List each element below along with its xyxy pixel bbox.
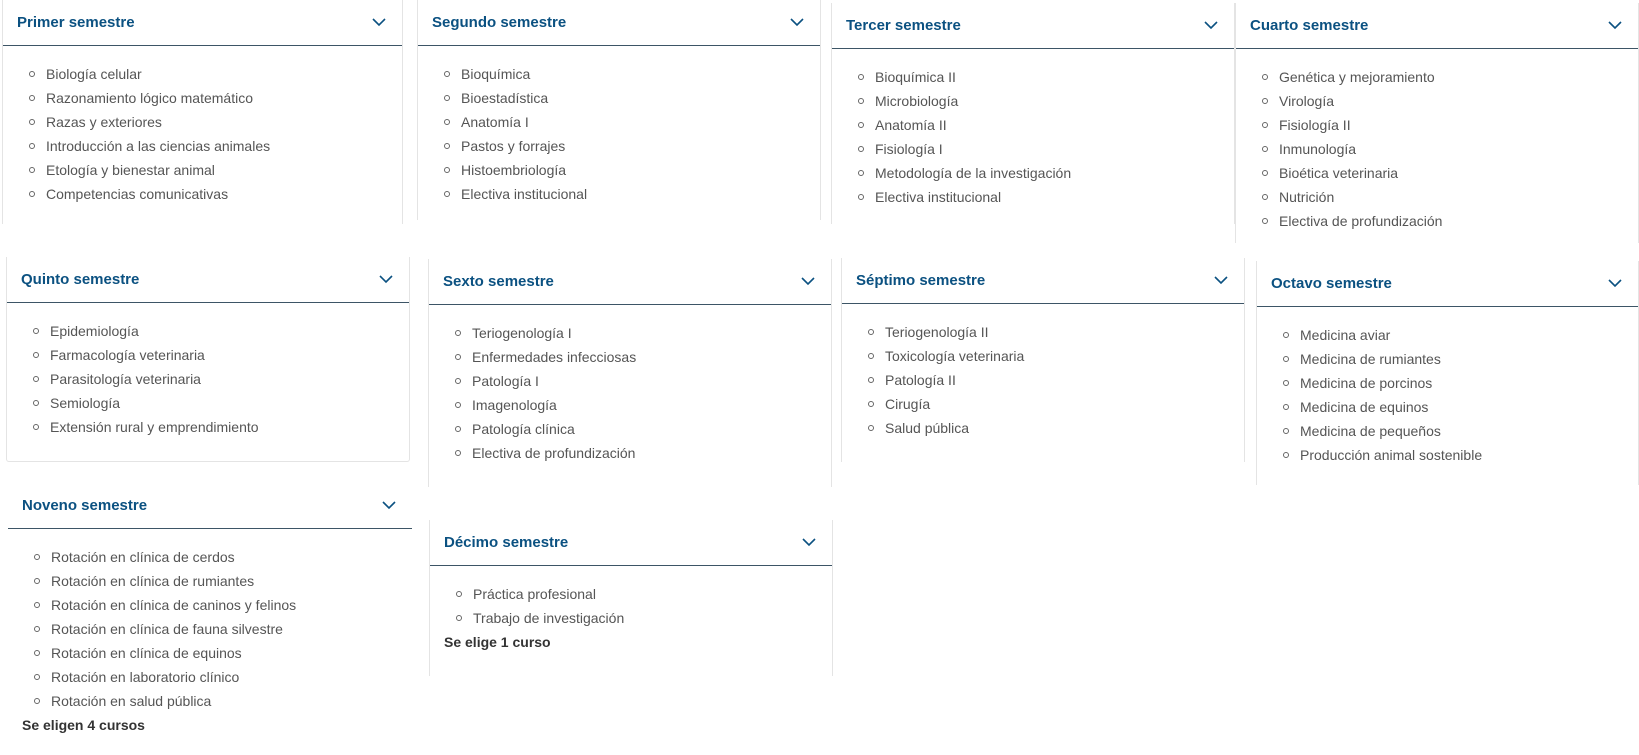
list-item: Etología y bienestar animal — [29, 158, 402, 182]
list-item: Nutrición — [1262, 185, 1638, 209]
chevron-down-icon[interactable] — [802, 536, 816, 550]
course-list — [7, 319, 409, 439]
semester-card-5 — [6, 257, 410, 462]
list-item: Práctica profesional — [456, 582, 832, 606]
list-item: Salud pública — [868, 416, 1244, 440]
semester-title: Tercer semestre — [846, 17, 961, 34]
list-item: Pastos y forrajes — [444, 134, 820, 158]
semester-card-4 — [1235, 3, 1639, 243]
chevron-down-icon[interactable] — [1608, 277, 1622, 291]
chevron-down-icon[interactable] — [1214, 274, 1228, 288]
semester-title: Quinto semestre — [21, 271, 140, 288]
semester-card-2 — [417, 0, 821, 220]
list-item: Cirugía — [868, 392, 1244, 416]
list-item: Bioestadística — [444, 86, 820, 110]
list-item: Anatomía II — [858, 113, 1234, 137]
list-item: Metodología de la investigación — [858, 161, 1234, 185]
semester-card-10 — [429, 520, 833, 676]
chevron-down-icon[interactable] — [372, 16, 386, 30]
semester-title: Primer semestre — [17, 14, 135, 31]
chevron-down-icon[interactable] — [1608, 19, 1622, 33]
course-list — [429, 321, 831, 465]
list-item: Toxicología veterinaria — [868, 344, 1244, 368]
list-item: Competencias comunicativas — [29, 182, 402, 206]
list-item: Rotación en clínica de equinos — [34, 641, 412, 665]
list-item: Semiología — [33, 391, 409, 415]
semester-header-1[interactable] — [3, 0, 402, 46]
semester-header-4[interactable] — [1236, 3, 1638, 49]
list-item: Virología — [1262, 89, 1638, 113]
list-item: Inmunología — [1262, 137, 1638, 161]
list-item: Teriogenología II — [868, 320, 1244, 344]
course-list — [3, 62, 402, 206]
semester-header-8[interactable] — [1257, 261, 1638, 307]
list-item: Imagenología — [455, 393, 831, 417]
list-item: Extensión rural y emprendimiento — [33, 415, 409, 439]
course-list — [430, 582, 832, 630]
semester-card-7 — [841, 258, 1245, 462]
semester-title: Noveno semestre — [22, 497, 148, 514]
semester-title: Segundo semestre — [432, 14, 567, 31]
list-item: Electiva institucional — [858, 185, 1234, 209]
semester-header-10[interactable] — [430, 520, 832, 566]
selection-note: Se eligen 4 cursos — [22, 717, 145, 733]
course-list — [1236, 65, 1638, 233]
chevron-down-icon[interactable] — [801, 275, 815, 289]
list-item: Rotación en laboratorio clínico — [34, 665, 412, 689]
semester-header-2[interactable] — [418, 0, 820, 46]
list-item: Medicina de rumiantes — [1283, 347, 1638, 371]
list-item: Patología I — [455, 369, 831, 393]
list-item: Farmacología veterinaria — [33, 343, 409, 367]
course-list — [1257, 323, 1638, 467]
semester-title: Octavo semestre — [1271, 275, 1392, 292]
list-item: Teriogenología I — [455, 321, 831, 345]
list-item: Rotación en clínica de cerdos — [34, 545, 412, 569]
semester-card-1 — [2, 0, 403, 224]
semester-title: Cuarto semestre — [1250, 17, 1369, 34]
list-item: Producción animal sostenible — [1283, 443, 1638, 467]
list-item: Parasitología veterinaria — [33, 367, 409, 391]
list-item: Medicina de porcinos — [1283, 371, 1638, 395]
semester-header-3[interactable] — [832, 3, 1234, 49]
list-item: Histoembriología — [444, 158, 820, 182]
list-item: Rotación en clínica de caninos y felinos — [34, 593, 412, 617]
selection-note: Se elige 1 curso — [444, 634, 551, 650]
list-item: Electiva de profundización — [1262, 209, 1638, 233]
list-item: Medicina de pequeños — [1283, 419, 1638, 443]
semester-header-5[interactable] — [7, 257, 409, 303]
course-list — [832, 65, 1234, 209]
semester-card-9 — [8, 483, 412, 755]
semester-card-6 — [428, 259, 832, 487]
list-item: Patología clínica — [455, 417, 831, 441]
list-item: Electiva de profundización — [455, 441, 831, 465]
list-item: Rotación en clínica de fauna silvestre — [34, 617, 412, 641]
semester-title: Séptimo semestre — [856, 272, 986, 289]
semester-header-7[interactable] — [842, 258, 1244, 304]
semester-header-6[interactable] — [429, 259, 831, 305]
course-list — [8, 545, 412, 713]
list-item: Bioética veterinaria — [1262, 161, 1638, 185]
list-item: Razas y exteriores — [29, 110, 402, 134]
list-item: Bioquímica II — [858, 65, 1234, 89]
list-item: Genética y mejoramiento — [1262, 65, 1638, 89]
chevron-down-icon[interactable] — [1204, 19, 1218, 33]
list-item: Microbiología — [858, 89, 1234, 113]
chevron-down-icon[interactable] — [379, 273, 393, 287]
list-item: Rotación en clínica de rumiantes — [34, 569, 412, 593]
list-item: Introducción a las ciencias animales — [29, 134, 402, 158]
course-list — [418, 62, 820, 206]
list-item: Trabajo de investigación — [456, 606, 832, 630]
list-item: Bioquímica — [444, 62, 820, 86]
list-item: Medicina aviar — [1283, 323, 1638, 347]
semester-title: Sexto semestre — [443, 273, 554, 290]
list-item: Fisiología I — [858, 137, 1234, 161]
chevron-down-icon[interactable] — [790, 16, 804, 30]
list-item: Razonamiento lógico matemático — [29, 86, 402, 110]
list-item: Biología celular — [29, 62, 402, 86]
semester-card-8 — [1256, 261, 1639, 485]
semester-header-9[interactable] — [8, 483, 412, 529]
list-item: Medicina de equinos — [1283, 395, 1638, 419]
list-item: Electiva institucional — [444, 182, 820, 206]
course-list — [842, 320, 1244, 440]
list-item: Patología II — [868, 368, 1244, 392]
list-item: Enfermedades infecciosas — [455, 345, 831, 369]
list-item: Rotación en salud pública — [34, 689, 412, 713]
semester-title: Décimo semestre — [444, 534, 569, 551]
list-item: Fisiología II — [1262, 113, 1638, 137]
list-item: Anatomía I — [444, 110, 820, 134]
semester-card-3 — [831, 3, 1235, 224]
list-item: Epidemiología — [33, 319, 409, 343]
chevron-down-icon[interactable] — [382, 499, 396, 513]
